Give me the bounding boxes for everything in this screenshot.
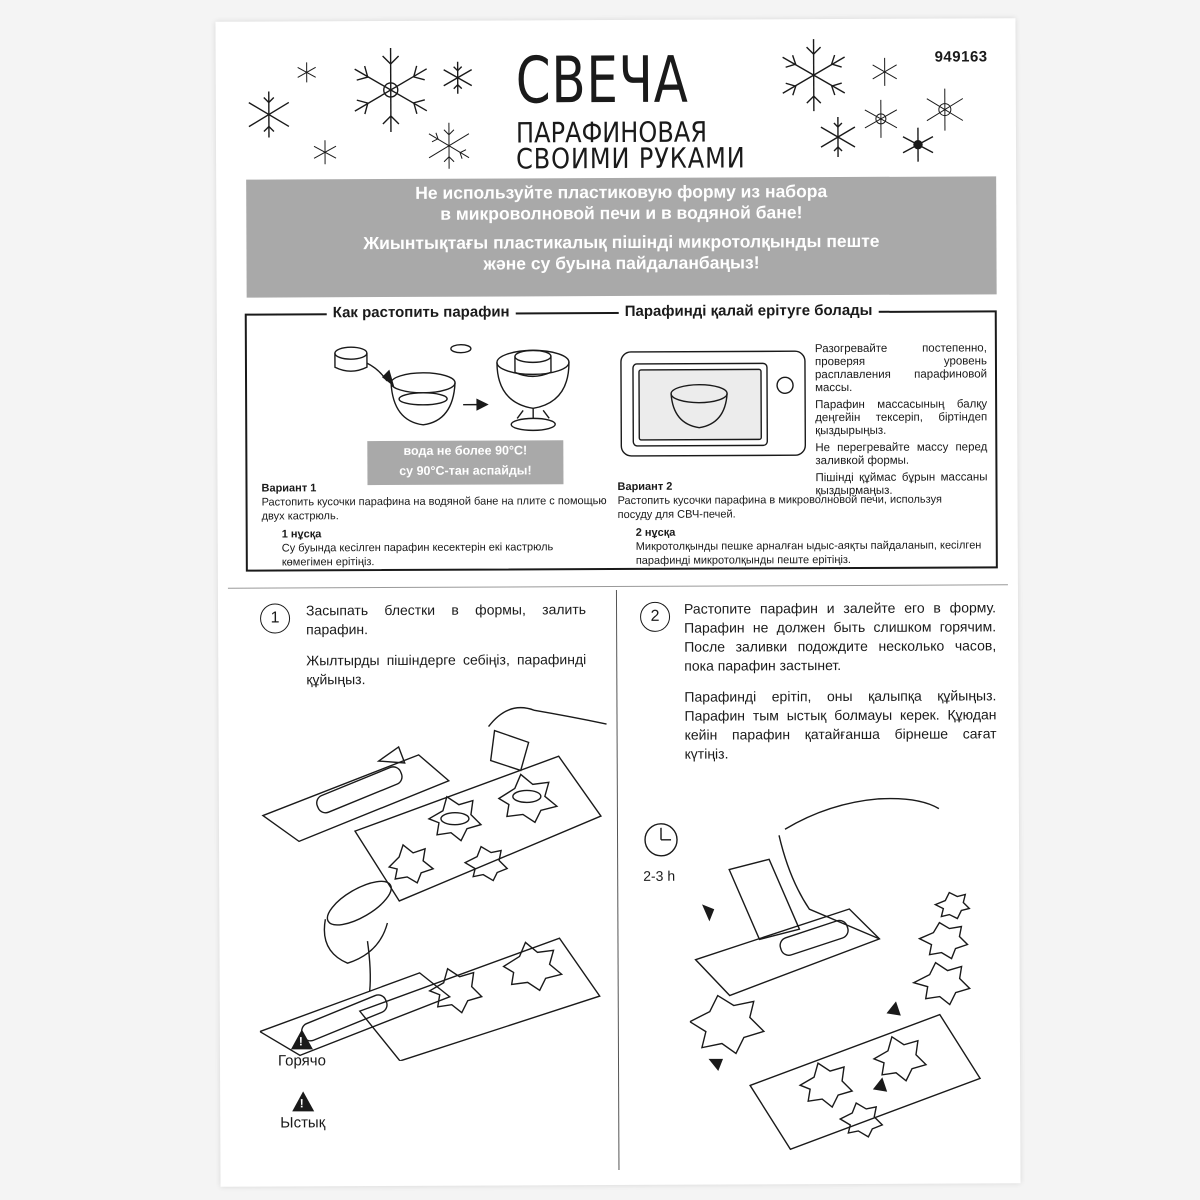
snowflake-icon [424,121,474,171]
snowflake-icon [861,99,901,139]
fold-divider [228,584,1008,588]
step2-text-ru: Растопите парафин и залейте его в форму. Парафин не должен быть слишком горячим. После заливки подождите несколько часов, пока парафин застынет. [683,599,997,674]
warning-kz-line2: және су буына пайдаланбаңыз! [483,252,760,274]
variant2-ru [617,478,977,522]
microwave-icon [619,349,809,465]
variant2-ru-text: Растопить кусочки парафина в микроволновой печи, используя посуду для СВЧ-печей. [617,493,942,522]
step1-text-kz: Жылтырды пішіндерге себіңіз, парафинді құйыңыз. [306,651,587,688]
melting-instructions-box [245,301,998,571]
time-label: 2-3 h [643,867,676,884]
melting-heading-kz: Парафинді қалай ерітуге болады [619,302,879,320]
snowflake-icon [870,57,900,87]
hot-warning-ru: ! Горячо [278,1029,326,1069]
step2-text [684,598,997,763]
temp-ru: вода не более 90°C! [403,443,528,458]
warning-triangle-icon [291,1029,313,1049]
variant1-ru-text: Растопить кусочки парафина на водяной бане на плите с помощью двух кастрюль. [261,495,607,523]
variant1-ru [261,480,611,524]
snowflake-icon [441,61,475,95]
note2-ru: Не перегревайте массу перед заливкой формы. [815,441,988,468]
page-subtitle-2: СВОИМИ РУКАМИ [515,141,746,176]
page-subtitle: ПАРАФИНОВАЯ [515,115,708,150]
variant1-kz-text: Су буында кесілген парафин кесектерін екі кастрюль көмегімен ерітіңіз. [281,541,554,569]
variant1-ru-title: Вариант 1 [261,482,317,495]
variant2-kz-title: 2 нұсқа [635,526,676,539]
snowflake-icon [900,127,936,163]
snowflake-icon [816,115,860,159]
note1-ru: Разогревайте постепенно, проверяя уровень расплавления парафиновой массы. [814,342,988,395]
page-title: СВЕЧА [515,43,689,119]
snowflake-icon [346,45,436,135]
step1-number: 1 [260,603,290,633]
step2-illustration [689,788,1011,1164]
pot-icon [327,332,587,448]
warning-kz-line1: Жиынтықтағы пластикалық пішінді микротолқынды пеште [363,230,880,254]
article-number: 949163 [934,48,988,66]
step1-illustration [258,690,610,1067]
warning-ru-line2: в микроволновой печи и в водяной бане! [440,202,803,224]
snowflake-icon [776,37,852,113]
snowflake-icon [244,89,294,139]
variant2-kz [636,524,986,568]
note2-kz: Пішінді құймас бұрын массаны қыздырмаңыз. [815,471,988,498]
snowflake-icon [312,139,338,165]
step2-number: 2 [640,602,670,632]
hot-warning-kz: ! Ыстық [280,1091,325,1131]
step1-text-ru: Засыпать блестки в формы, залить парафин. [305,601,587,638]
microwave-notes [815,342,988,498]
variant2-kz-text: Микротолқынды пешке арналған ыдыс-аяқты пайдаланып, кесілген парафинді микротолқынды пеште ерітіңіз. [635,539,982,567]
clock-icon [643,822,679,863]
instruction-sheet [215,18,1020,1186]
note1-kz: Парафин массасының балқу деңгейін тексеріп, біртіндеп қыздырыңыз. [815,398,988,438]
warning-banner [246,176,997,297]
variant2-ru-title: Вариант 2 [617,480,673,494]
variant1-kz-title: 1 нұсқа [281,528,322,541]
variant1-kz [282,526,602,569]
melting-heading-ru: Как растопить парафин [327,303,516,321]
temp-kz: су 90°C-тан аспайды! [399,463,532,478]
column-divider [616,590,620,1170]
temperature-badge [367,440,563,485]
warning-ru-line1: Не используйте пластиковую форму из набора [415,181,828,203]
step1-text [306,600,586,689]
step2-text-kz: Парафинді ерітіп, оны қалыпқа құйыңыз. Парафин тым ыстық болмауы керек. Құюдан кейін парафин қатайғанша бірнеше сағат күтіңіз. [684,687,997,762]
warning-triangle-icon [292,1091,314,1111]
snowflake-icon [296,61,318,83]
